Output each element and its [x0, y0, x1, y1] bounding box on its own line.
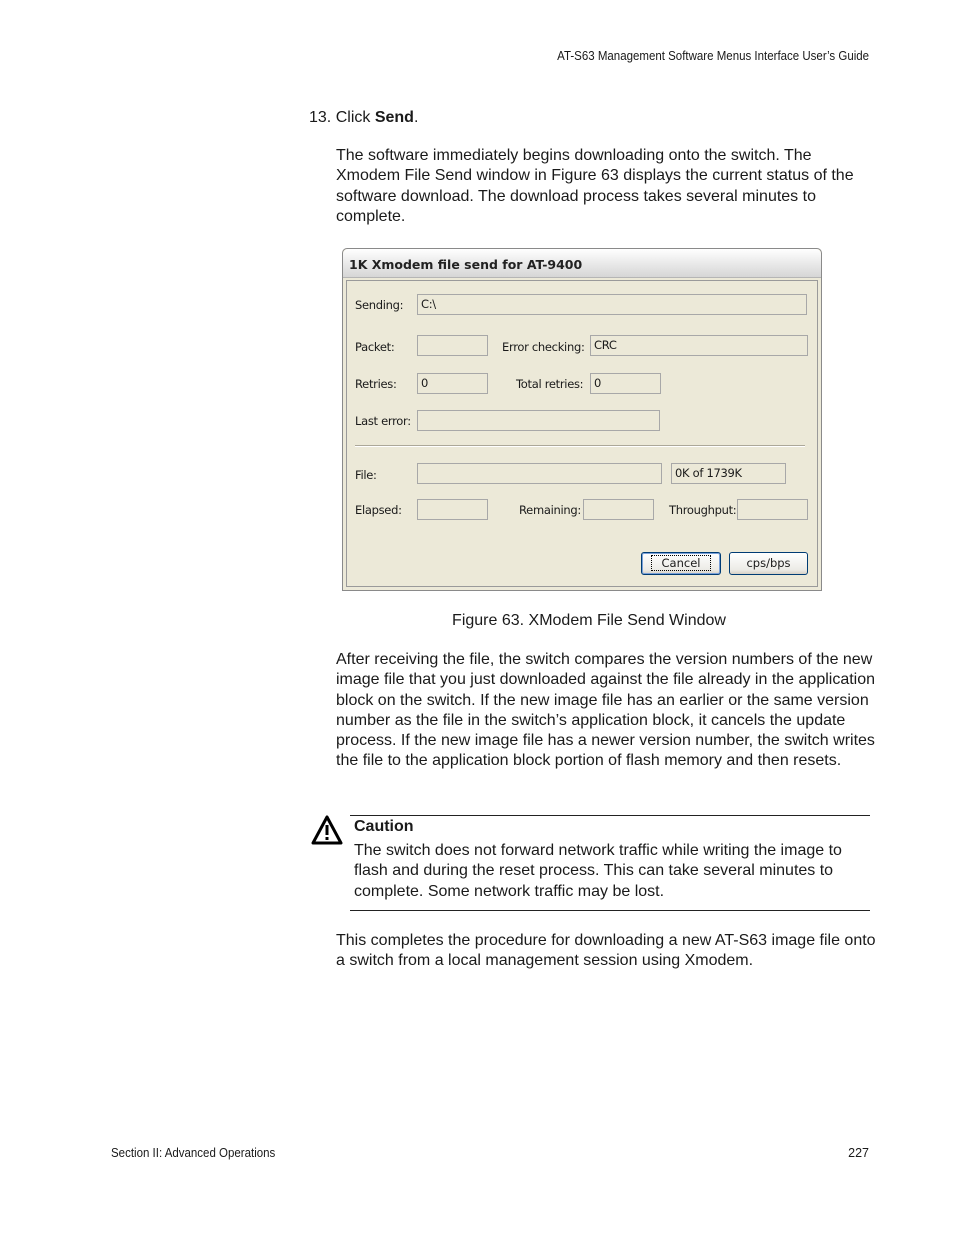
retries-field: 0 — [417, 373, 488, 394]
paragraph-after-receiving: After receiving the file, the switch compares the version numbers of the new image file that you just downloaded against the file already in the application block on the switch. If the new image file has an earlier or the same version number as the file in the switch’s application block, it cancels the update process. If the new image file has a newer version number, the switch writes the file to the application block portion of flash memory and then resets. — [336, 651, 876, 770]
caution-icon — [311, 815, 343, 845]
running-header: AT-S63 Management Software Menus Interface User’s Guide — [557, 49, 869, 63]
footer-page-number: 227 — [848, 1146, 869, 1160]
error-checking-field: CRC — [590, 335, 808, 356]
total-retries-label: Total retries: — [516, 377, 584, 391]
dialog-separator — [355, 445, 805, 447]
caution-body: The switch does not forward network traffic while writing the image to flash and during the reset process. This can take several minutes to complete. Some network traffic may be lost. — [354, 842, 842, 900]
file-progress-text: 0K of 1739K — [671, 463, 786, 484]
sending-field: C:\ — [417, 294, 807, 315]
step-number: 13. — [309, 109, 332, 126]
file-label: File: — [355, 468, 377, 482]
elapsed-label: Elapsed: — [355, 503, 402, 517]
cancel-button[interactable] — [641, 552, 721, 575]
step-prefix: Click — [335, 109, 375, 126]
dialog-body — [346, 280, 818, 587]
last-error-field — [417, 410, 660, 431]
step-suffix: . — [413, 109, 419, 126]
paragraph-conclusion: This completes the procedure for downloading a new AT-S63 image file onto a switch from a local management session using Xmodem. — [336, 932, 876, 970]
remaining-field — [583, 499, 654, 520]
dialog-title: 1K Xmodem file send for AT-9400 — [349, 257, 583, 272]
throughput-field — [737, 499, 808, 520]
dialog-titlebar — [343, 249, 821, 278]
throughput-label: Throughput: — [669, 503, 737, 517]
footer-section: Section II: Advanced Operations — [111, 1146, 276, 1160]
step-13 — [309, 108, 418, 128]
caution-top-rule — [350, 815, 870, 816]
error-checking-label: Error checking: — [502, 340, 585, 354]
paragraph-intro: The software immediately begins downloading onto the switch. The Xmodem File Send window in Figure 63 displays the current status of the software download. The download process takes several minutes to complete. — [336, 147, 854, 225]
packet-field — [417, 335, 488, 356]
caution-bottom-rule — [350, 910, 870, 911]
last-error-label: Last error: — [355, 414, 411, 428]
cps-bps-button-label: cps/bps — [746, 556, 791, 570]
file-progress-bar — [417, 463, 662, 484]
retries-label: Retries: — [355, 377, 397, 391]
figure-caption: Figure 63. XModem File Send Window — [452, 612, 726, 629]
packet-label: Packet: — [355, 340, 395, 354]
elapsed-field — [417, 499, 488, 520]
remaining-label: Remaining: — [519, 503, 581, 517]
step-bold-send: Send — [374, 109, 414, 126]
caution-title: Caution — [354, 818, 414, 835]
sending-label: Sending: — [355, 298, 404, 312]
total-retries-field: 0 — [590, 373, 661, 394]
cancel-button-label: Cancel — [652, 556, 711, 570]
cps-bps-button[interactable] — [729, 552, 808, 575]
